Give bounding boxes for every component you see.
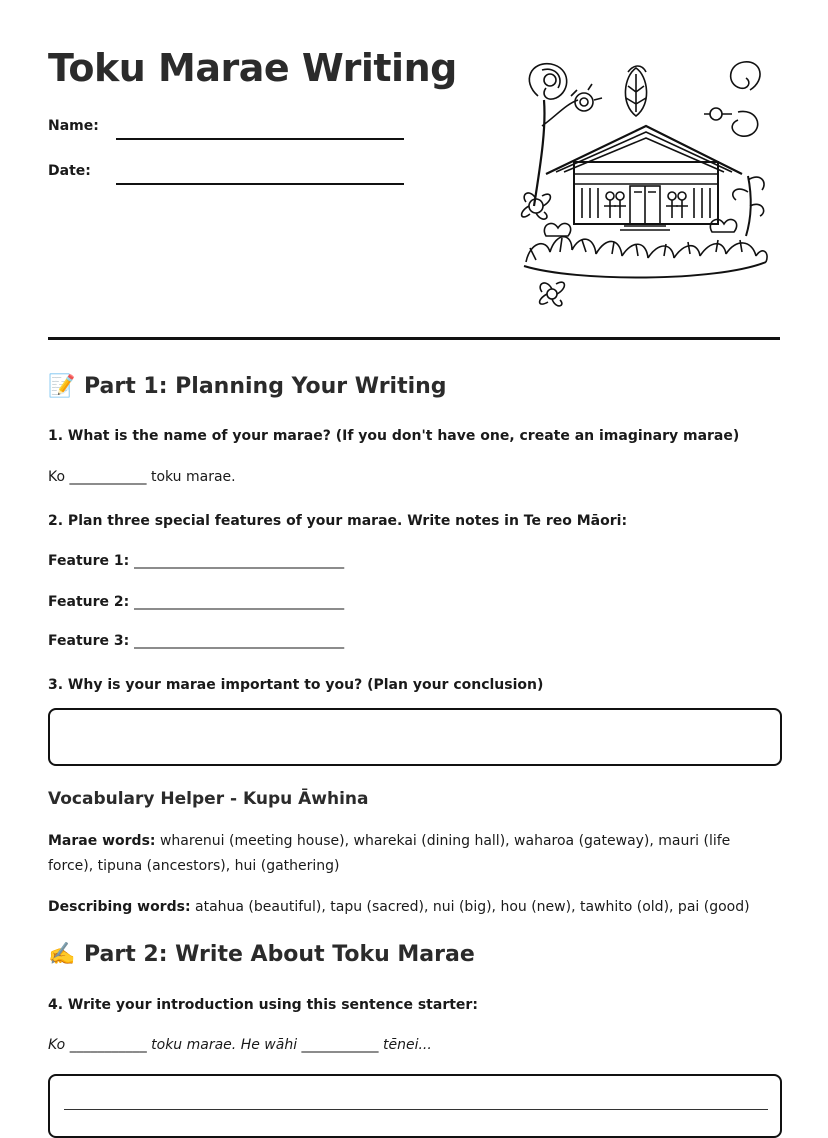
describing-words-label: Describing words: (48, 899, 191, 915)
conclusion-answer-box[interactable] (48, 708, 782, 766)
feature-1-blank: ______________________________ (134, 553, 345, 569)
vocab-heading: Vocabulary Helper - Kupu Āwhina (48, 789, 369, 809)
sentence-starter-text: Ko ___________ toku marae. He wāhi ___________ tēnei... (48, 1037, 432, 1053)
feature-1-label: Feature 1: (48, 553, 130, 569)
date-label: Date: (48, 163, 91, 179)
page-title: Toku Marae Writing (48, 46, 457, 90)
feature-2-blank: ______________________________ (134, 594, 345, 610)
introduction-answer-box[interactable] (48, 1074, 782, 1138)
describing-words-list: atahua (beautiful), tapu (sacred), nui (big), hou (new), tawhito (old), pai (good) (190, 899, 750, 915)
part1-heading-text: Part 1: Planning Your Writing (84, 374, 447, 399)
writing-line (64, 1109, 768, 1110)
describing-words (48, 895, 768, 920)
marae-words (48, 829, 768, 879)
wharenui-marae-illustration (516, 56, 774, 312)
feature-3[interactable] (48, 633, 344, 649)
feature-3-label: Feature 3: (48, 633, 130, 649)
part2-heading-text: Part 2: Write About Toku Marae (84, 942, 475, 967)
memo-icon: 📝 (48, 374, 76, 399)
marae-words-list: wharenui (meeting house), wharekai (dining hall), waharoa (gateway), mauri (life force), tipuna (ancestors), hui (gathering) (48, 833, 731, 874)
name-label: Name: (48, 118, 99, 134)
date-field[interactable] (116, 183, 404, 185)
name-field[interactable] (116, 138, 404, 140)
part1-heading (48, 374, 447, 399)
feature-2-label: Feature 2: (48, 594, 130, 610)
question-3: 3. Why is your marae important to you? (Plan your conclusion) (48, 677, 544, 693)
feature-2[interactable] (48, 594, 344, 610)
feature-1[interactable] (48, 553, 344, 569)
sentence-starter (48, 1037, 432, 1053)
question-1: 1. What is the name of your marae? (If you don't have one, create an imaginary marae) (48, 428, 740, 444)
header-divider (48, 337, 780, 340)
q1-sentence: Ko ___________ toku marae. (48, 469, 236, 485)
question-2: 2. Plan three special features of your marae. Write notes in Te reo Māori: (48, 513, 628, 529)
part2-heading (48, 942, 475, 967)
feature-3-blank: ______________________________ (134, 633, 345, 649)
writing-hand-icon: ✍️ (48, 942, 76, 967)
marae-words-label: Marae words: (48, 833, 156, 849)
question-4: 4. Write your introduction using this sentence starter: (48, 997, 478, 1013)
